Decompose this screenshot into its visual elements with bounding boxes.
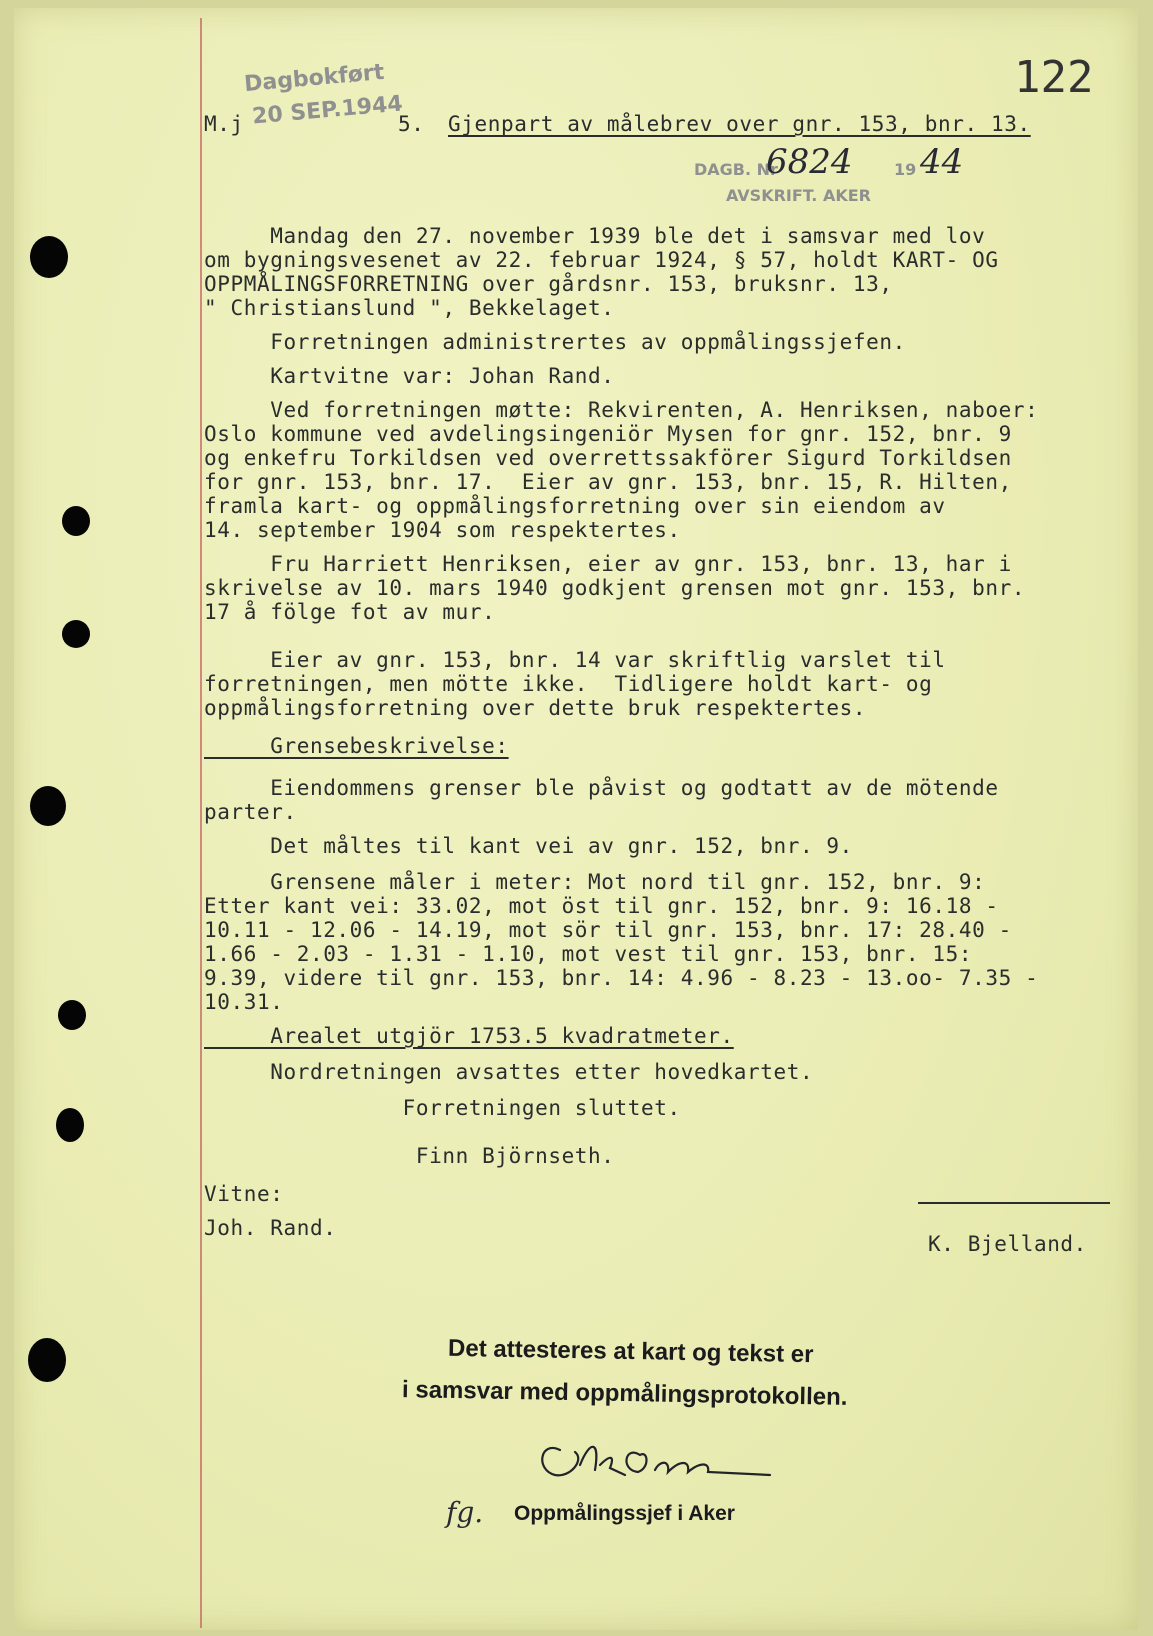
body-line: for gnr. 153, bnr. 17. Eier av gnr. 153, bnr. 15, R. Hilten, [204,470,1012,494]
dagb-nr-stamp: DAGB. Nr [694,160,778,179]
binder-hole [56,1108,84,1142]
body-line: Eier av gnr. 153, bnr. 14 var skriftlig varslet til [204,648,946,672]
body-line: 10.31. [204,990,284,1014]
body-line: forretningen, men mötte ikke. Tidligere holdt kart- og [204,672,933,696]
dagb-year-handwritten: 44 [920,142,964,182]
document-page [14,8,1138,1630]
binder-hole [28,1338,66,1382]
body-line: Grensene måler i meter: Mot nord til gnr. 152, bnr. 9: [204,870,986,894]
certification-title: Oppmålingssjef i Aker [514,1502,735,1525]
page-number: 122 [1014,52,1094,103]
body-line: 10.11 - 12.06 - 14.19, mot sör til gnr. 153, bnr. 17: 28.40 - [204,918,1012,942]
certification-initials: fg. [446,1496,484,1529]
witness-label: Vitne: [204,1182,284,1206]
body-line: 17 å fölge fot av mur. [204,600,496,624]
binder-hole [30,236,68,278]
body-line: " Christianslund ", Bekkelaget. [204,296,615,320]
body-line: Ved forretningen møtte: Rekvirenten, A. Henriksen, naboer: [204,398,1039,422]
witness-name: Joh. Rand. [204,1216,337,1240]
binder-hole [62,506,90,536]
dagbokfort-stamp-date: 20 SEP.1944 [251,91,404,130]
body-line: Forretningen sluttet. [204,1096,681,1120]
body-line: 14. september 1904 som respektertes. [204,518,681,542]
binder-hole [30,786,66,826]
body-line: OPPMÅLINGSFORRETNING over gårdsnr. 153, bruksnr. 13, [204,272,893,296]
body-line: Oslo kommune ved avdelingsingeniör Mysen for gnr. 152, bnr. 9 [204,422,1012,446]
body-line: og enkefru Torkildsen ved overrettssakförer Sigurd Torkildsen [204,446,1012,470]
binder-hole [58,1000,86,1030]
body-line: Mandag den 27. november 1939 ble det i samsvar med lov [204,224,986,248]
area-statement: Arealet utgjör 1753.5 kvadratmeter. [204,1024,734,1048]
body-line: framla kart- og oppmålingsforretning over sin eiendom av [204,494,946,518]
reference-suffix: 5. [398,112,425,136]
body-line: 9.39, videre til gnr. 153, bnr. 14: 4.96 - 8.23 - 13.oo- 7.35 - [204,966,1039,990]
body-line: Fru Harriett Henriksen, eier av gnr. 153, bnr. 13, har i [204,552,1012,576]
body-line: Etter kant vei: 33.02, mot öst til gnr. 152, bnr. 9: 16.18 - [204,894,999,918]
certification-line-1: Det attesteres at kart og tekst er [447,1334,814,1369]
body-line: Kartvitne var: Johan Rand. [204,364,615,388]
body-line: om bygningsvesenet av 22. februar 1924, § 57, holdt KART- OG [204,248,999,272]
handwritten-signature [530,1420,780,1490]
dagb-number-handwritten: 6824 [766,142,853,182]
signature-line [918,1202,1110,1204]
margin-rule [200,18,202,1628]
body-line: Eiendommens grenser ble påvist og godtatt av de mötende [204,776,999,800]
body-line: Finn Björnseth. [204,1144,615,1168]
binder-hole [62,620,90,648]
reference-prefix: M.j [204,112,244,136]
section-heading-grensebeskrivelse: Grensebeskrivelse: [204,734,509,758]
signatory-name: K. Bjelland. [928,1232,1087,1256]
certification-line-2: i samsvar med oppmålingsprotokollen. [401,1376,848,1411]
dagbokfort-stamp: Dagbokført [243,59,386,98]
dagb-year-printed: 19 [894,160,917,179]
body-line: skrivelse av 10. mars 1940 godkjent grensen mot gnr. 153, bnr. [204,576,1026,600]
document-title: Gjenpart av målebrev over gnr. 153, bnr. 13. [448,112,1031,136]
body-line: parter. [204,800,297,824]
body-line: Nordretningen avsattes etter hovedkartet. [204,1060,814,1084]
body-line: 1.66 - 2.03 - 1.31 - 1.10, mot vest til gnr. 153, bnr. 15: [204,942,973,966]
body-line: oppmålingsforretning over dette bruk respektertes. [204,696,867,720]
avskrift-stamp: AVSKRIFT. AKER [726,186,871,205]
body-line: Forretningen administrertes av oppmålingssjefen. [204,330,906,354]
body-line: Det måltes til kant vei av gnr. 152, bnr. 9. [204,834,853,858]
